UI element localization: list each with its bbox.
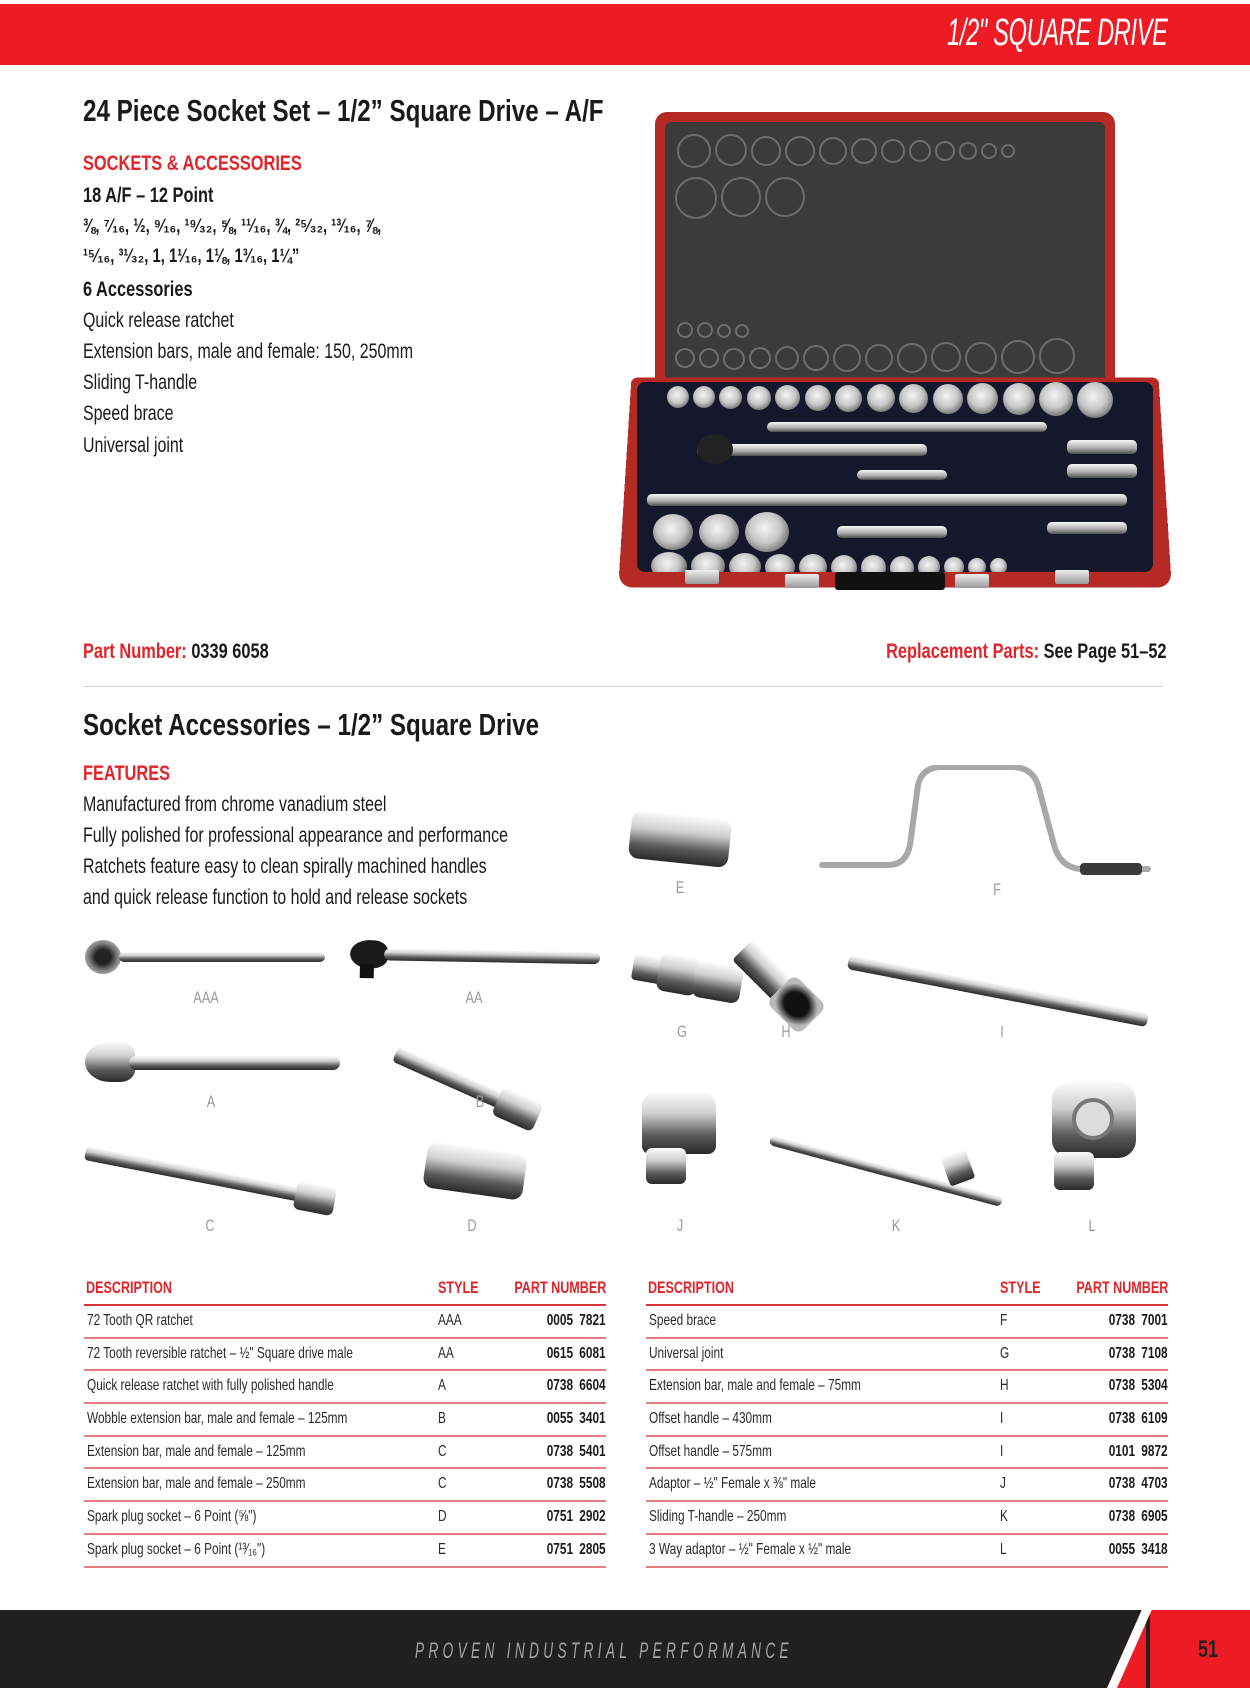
extension-bar-h-image [728, 936, 827, 1035]
cell-description: Extension bar, male and female – 75mm [649, 1377, 861, 1395]
header-part-number: PART NUMBER [1075, 1278, 1168, 1297]
cell-style: I [1000, 1410, 1004, 1428]
table-row [646, 1469, 1168, 1502]
style-label-a: A [206, 1092, 216, 1111]
table-row [84, 1339, 606, 1372]
cell-description: Wobble extension bar, male and female – 125mm [87, 1410, 348, 1428]
table-row [84, 1469, 606, 1502]
cell-description: Quick release ratchet with fully polished handle [87, 1377, 334, 1395]
cell-style: L [1000, 1540, 1007, 1558]
cell-description: Spark plug socket – 6 Point (⅝") [87, 1508, 257, 1526]
feature-item: and quick release function to hold and release sockets [83, 886, 468, 909]
spark-plug-socket-d-image [422, 1141, 527, 1200]
sockets-accessories-heading: SOCKETS & ACCESSORIES [83, 152, 302, 175]
part-number-label: Part Number: [83, 640, 187, 663]
table-row [84, 1306, 606, 1339]
table-row [84, 1535, 606, 1568]
cell-part-number: 0751 2902 [547, 1508, 606, 1526]
cell-description: Adaptor – ½" Female x ⅜" male [649, 1475, 817, 1493]
cell-description: Speed brace [649, 1312, 717, 1329]
socket-set-title: 24 Piece Socket Set – 1/2” Square Drive – A/F [83, 93, 604, 128]
accessory-item: Extension bars, male and female: 150, 250mm [83, 340, 414, 363]
table-header [84, 1270, 606, 1306]
style-label-aaa: AAA [193, 988, 219, 1007]
accessory-item: Universal joint [83, 434, 184, 457]
socket-sizes-line-1: ⅜, ⁷⁄₁₆, ½, ⁹⁄₁₆, ¹⁹⁄₃₂, ⅝, ¹¹⁄₁₆, ¾, ²⁵⁄₃₂, ¹³⁄₁₆, ⅞, [83, 216, 382, 237]
table-row [646, 1339, 1168, 1372]
wobble-extension-image [389, 1041, 547, 1133]
socket-set-case-image [625, 112, 1165, 590]
cell-style: A [438, 1377, 446, 1395]
three-way-adaptor-l-image [1048, 1082, 1138, 1192]
features-heading: FEATURES [83, 762, 171, 785]
cell-part-number: 0738 5304 [1109, 1377, 1168, 1395]
spark-plug-socket-e-image [628, 810, 732, 868]
style-label-aa: AA [465, 988, 483, 1007]
offset-handle-i-image [846, 955, 1148, 1029]
accessory-item: Quick release ratchet [83, 309, 234, 332]
table-row [646, 1437, 1168, 1470]
cell-style: G [1000, 1344, 1010, 1362]
table-row [646, 1404, 1168, 1437]
cell-style: AAA [438, 1312, 462, 1329]
accessory-item: Sliding T-handle [83, 371, 198, 394]
cell-description: 72 Tooth QR ratchet [87, 1312, 193, 1329]
section-title: 1/2" SQUARE DRIVE [947, 12, 1168, 54]
cell-description: Spark plug socket – 6 Point (¹³⁄₁₆") [87, 1540, 266, 1558]
cell-part-number: 0738 5508 [547, 1475, 606, 1493]
style-label-k: K [891, 1216, 901, 1235]
universal-joint-g-image [629, 946, 745, 1008]
cell-part-number: 0738 7001 [1109, 1312, 1168, 1329]
replacement-parts-label: Replacement Parts: [886, 640, 1040, 663]
accessories-table-right [646, 1270, 1168, 1568]
cell-style: D [438, 1508, 447, 1526]
cell-description: Extension bar, male and female – 125mm [87, 1442, 306, 1460]
table-row [84, 1371, 606, 1404]
sliding-t-handle-k-image [770, 1125, 1020, 1185]
ratchet-aaa-image [85, 940, 325, 974]
cell-style: B [438, 1410, 446, 1428]
cell-part-number: 0615 6081 [547, 1344, 606, 1362]
table-row [646, 1535, 1168, 1568]
socket-sizes-line-2: ¹⁵⁄₁₆, ³¹⁄₃₂, 1, 1¹⁄₁₆, 1⅛, 1³⁄₁₆, 1¼” [83, 246, 300, 267]
cell-style: H [1000, 1377, 1009, 1395]
style-label-c: C [205, 1216, 215, 1235]
cell-part-number: 0738 4703 [1109, 1475, 1168, 1493]
accessory-item: Speed brace [83, 402, 174, 425]
header-style: STYLE [1000, 1278, 1041, 1297]
speed-brace-f-image [818, 765, 1158, 880]
cell-part-number: 0005 7821 [547, 1312, 606, 1329]
cell-style: E [438, 1540, 446, 1558]
cell-style: K [1000, 1508, 1008, 1526]
cell-style: AA [438, 1344, 454, 1362]
replacement-parts-value: See Page 51–52 [1039, 640, 1167, 663]
table-header [646, 1270, 1168, 1306]
cell-part-number: 0738 7108 [1109, 1344, 1168, 1362]
case-latch [685, 570, 719, 584]
style-label-j: J [676, 1216, 684, 1235]
header-description: DESCRIPTION [86, 1278, 172, 1297]
style-label-g: G [677, 1022, 687, 1041]
feature-item: Ratchets feature easy to clean spirally machined handles [83, 855, 487, 878]
cell-description: Universal joint [649, 1344, 724, 1362]
accessories-heading: 6 Accessories [83, 278, 193, 301]
cell-description: Extension bar, male and female – 250mm [87, 1475, 306, 1493]
cell-description: Offset handle – 575mm [649, 1442, 772, 1460]
part-number-value: 0339 6058 [186, 640, 269, 663]
part-number [83, 640, 269, 664]
cell-description: Offset handle – 430mm [649, 1410, 772, 1428]
cell-part-number: 0738 6109 [1109, 1410, 1168, 1428]
header-part-number: PART NUMBER [513, 1278, 606, 1297]
style-label-d: D [467, 1216, 477, 1235]
case-foam [665, 122, 1105, 387]
case-tray [637, 382, 1153, 572]
cell-part-number: 0738 6905 [1109, 1508, 1168, 1526]
table-row [84, 1437, 606, 1470]
footer-slogan: PROVEN INDUSTRIAL PERFORMANCE [415, 1638, 793, 1663]
cell-part-number: 0751 2805 [547, 1540, 606, 1558]
accessories-table-left [84, 1270, 606, 1568]
feature-item: Fully polished for professional appearance and performance [83, 824, 508, 847]
style-label-h: H [781, 1022, 791, 1041]
case-latch [955, 574, 989, 588]
cell-part-number: 0738 6604 [547, 1377, 606, 1395]
cell-part-number: 0055 3418 [1109, 1540, 1168, 1558]
table-row [646, 1371, 1168, 1404]
cell-part-number: 0055 3401 [547, 1410, 606, 1428]
case-latch [785, 574, 819, 588]
section-divider [83, 686, 1163, 687]
cell-part-number: 0101 9872 [1109, 1442, 1168, 1460]
table-row [646, 1306, 1168, 1339]
feature-item: Manufactured from chrome vanadium steel [83, 793, 387, 816]
cell-style: J [1000, 1475, 1006, 1493]
style-label-e: E [675, 878, 685, 897]
accessories-title: Socket Accessories – 1/2” Square Drive [83, 707, 540, 742]
ratchet-a-image [85, 1042, 340, 1084]
adaptor-j-image [638, 1092, 718, 1188]
sockets-heading: 18 A/F – 12 Point [83, 184, 214, 207]
style-label-b: B [475, 1092, 485, 1111]
table-row [84, 1404, 606, 1437]
page-number: 51 [1198, 1636, 1219, 1663]
case-handle [835, 572, 945, 590]
cell-style: I [1000, 1442, 1004, 1460]
table-row [646, 1502, 1168, 1535]
cell-style: C [438, 1475, 447, 1493]
extension-bar-c-image [82, 1140, 343, 1219]
cell-part-number: 0738 5401 [547, 1442, 606, 1460]
cell-description: 3 Way adaptor – ½" Female x ½" male [649, 1540, 852, 1558]
style-label-i: I [1000, 1022, 1004, 1041]
header-description: DESCRIPTION [648, 1278, 734, 1297]
header-style: STYLE [438, 1278, 479, 1297]
style-label-f: F [993, 880, 1001, 899]
cell-style: F [1000, 1312, 1008, 1329]
style-label-l: L [1088, 1216, 1096, 1235]
cell-description: Sliding T-handle – 250mm [649, 1508, 787, 1526]
cell-description: 72 Tooth reversible ratchet – ½" Square drive male [87, 1344, 353, 1362]
ratchet-aa-image [350, 940, 601, 984]
table-row [84, 1502, 606, 1535]
case-latch [1055, 570, 1089, 584]
replacement-parts [887, 640, 1167, 664]
cell-style: C [438, 1442, 447, 1460]
